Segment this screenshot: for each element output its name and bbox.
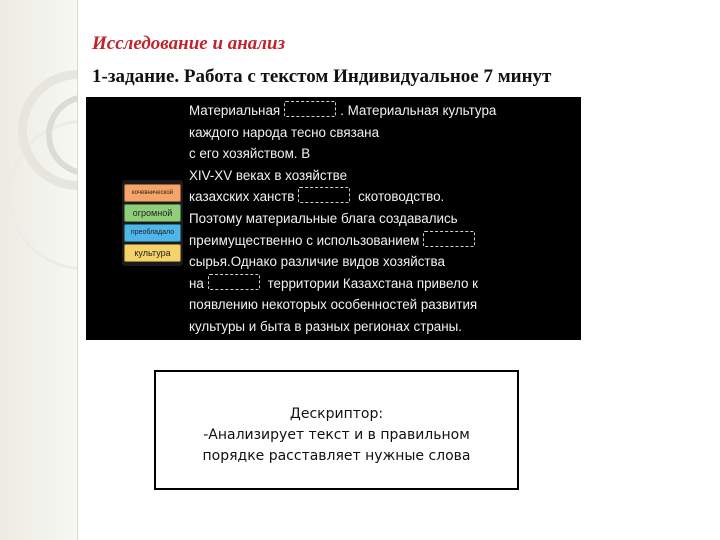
word-chip[interactable]: преобладало <box>124 224 181 242</box>
passage-text-fragment: Поэтому материальные блага создавались <box>189 210 458 226</box>
decorative-side-panel <box>0 0 78 540</box>
drop-zone-blank[interactable] <box>423 231 475 247</box>
passage-line <box>189 122 569 144</box>
descriptor-box <box>154 370 519 490</box>
passage-text-fragment: . Материальная культура <box>340 103 497 118</box>
passage-line <box>189 208 569 230</box>
passage-line <box>189 143 569 165</box>
passage-line <box>189 230 569 252</box>
descriptor-heading: Дескриптор: <box>289 406 384 422</box>
slide-title: Исследование и анализ <box>92 33 286 54</box>
passage-text-fragment: сырья.Однако различие видов хозяйства <box>189 254 445 270</box>
passage-text-fragment: каждого народа тесно связана <box>189 124 380 140</box>
word-chip[interactable]: кочевнической <box>124 184 181 202</box>
passage-text-fragment: территории Казахстана привело к <box>263 275 478 291</box>
passage-line <box>189 100 569 122</box>
word-chip[interactable]: огромной <box>124 204 181 222</box>
word-bank <box>122 180 183 266</box>
exercise-screenshot <box>86 97 581 340</box>
passage-line <box>189 294 569 316</box>
passage-line <box>189 316 569 338</box>
drop-zone-blank[interactable] <box>208 274 260 290</box>
side-panel-edge <box>77 0 78 540</box>
descriptor-line: -Анализирует текст и в правильном <box>203 427 470 443</box>
drop-zone-blank[interactable] <box>298 187 350 203</box>
word-chip[interactable]: культура <box>124 244 181 262</box>
passage-text-fragment: казахских ханств <box>189 189 295 205</box>
passage-line <box>189 165 569 187</box>
passage-text-fragment: культуры и быта в разных регионах страны. <box>189 318 462 334</box>
drop-zone-blank[interactable] <box>284 101 336 117</box>
passage-line <box>189 186 569 208</box>
passage-line <box>189 251 569 273</box>
passage-text-fragment: с его хозяйством. В <box>189 146 311 162</box>
task-heading: 1-задание. Работа с текстом Индивидуальное 7 минут <box>92 66 552 87</box>
passage-text <box>189 100 569 338</box>
passage-text-fragment: XIV-XV веках в хозяйстве <box>189 167 348 183</box>
passage-text-fragment: Материальная <box>189 103 281 118</box>
passage-text-fragment: появлению некоторых особенностей развития <box>189 297 478 313</box>
passage-text-fragment: на <box>189 275 204 291</box>
descriptor-line: порядке расставляет нужные слова <box>202 448 471 464</box>
passage-line <box>189 273 569 295</box>
passage-text-fragment: преимущественно с использованием <box>189 232 420 248</box>
passage-text-fragment: скотоводство. <box>354 189 445 205</box>
